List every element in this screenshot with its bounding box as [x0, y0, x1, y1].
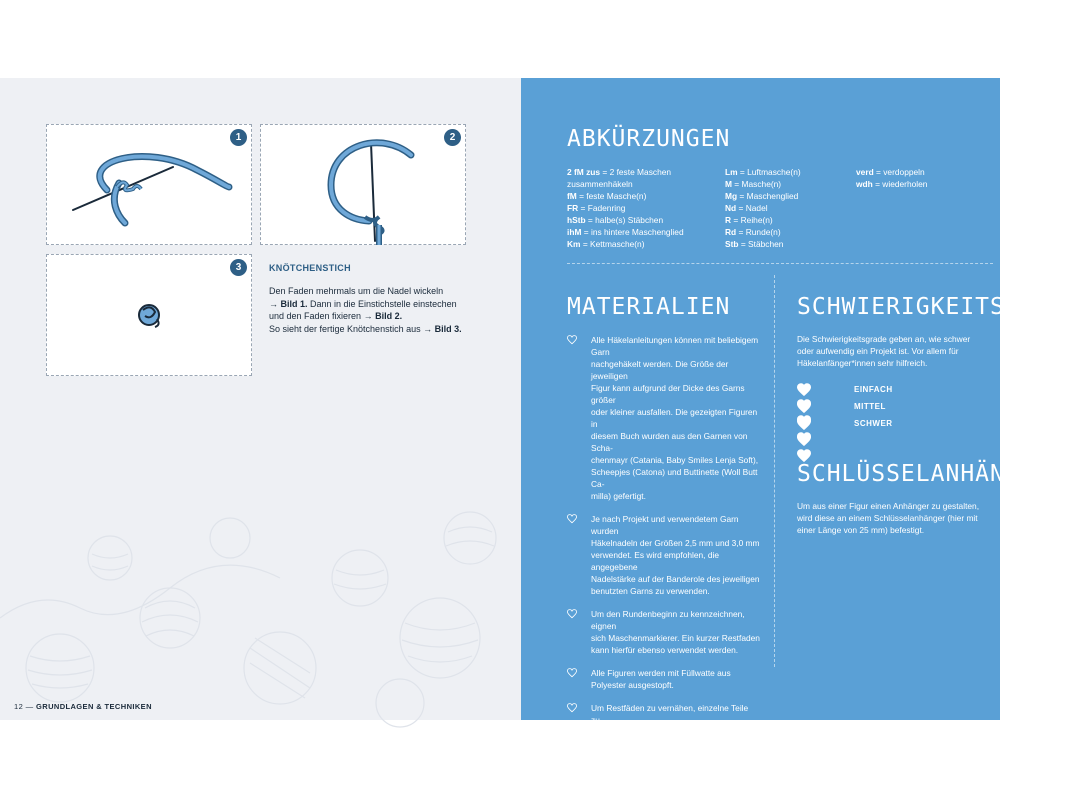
material-line: kann hierfür ebenso verwendet werden.	[591, 645, 739, 655]
abbreviation-meaning: = Kettmasche(n)	[580, 239, 645, 249]
abbreviation-row	[725, 202, 801, 214]
abbreviation-meaning: = Nadel	[736, 203, 768, 213]
abbreviation-row	[725, 226, 801, 238]
abbreviations-col-1	[567, 166, 684, 250]
abbreviation-meaning: zusammenhäkeln	[567, 179, 633, 189]
material-line: Scheepjes (Catona) und Buttinette (Woll Butt Ca-	[591, 467, 758, 489]
abbreviation-key: fM	[567, 191, 577, 201]
abbreviation-meaning: = Maschenglied	[737, 191, 799, 201]
image-panel-2	[260, 124, 466, 245]
badge-2: 2	[444, 129, 461, 146]
material-line: oder kleiner ausfallen. Die gezeigten Figuren in	[591, 407, 758, 429]
abbreviation-meaning: = ins hintere Maschenglied	[581, 227, 684, 237]
material-line: Figur kann aufgrund der Dicke des Garns größer	[591, 383, 745, 405]
abbreviation-meaning: = feste Masche(n)	[576, 191, 647, 201]
left-page	[0, 78, 521, 720]
material-line: sammenzufügen und Details aufzusticken, wird	[591, 727, 749, 749]
abbreviation-meaning: = Reihe(n)	[731, 215, 773, 225]
abbreviation-meaning: = wiederholen	[872, 179, 928, 189]
abbreviation-key: Lm	[725, 167, 738, 177]
abbreviation-row	[856, 178, 927, 190]
abbreviation-row	[725, 178, 801, 190]
section-divider-horizontal	[567, 263, 993, 264]
text-line: Um aus einer Figur einen Anhänger zu gestalten,	[797, 501, 980, 511]
material-line: milla) gefertigt.	[591, 491, 646, 501]
figure-ref: → Bild 2.	[363, 311, 403, 321]
abbreviation-row	[725, 238, 801, 250]
abbreviations-col-2	[725, 166, 801, 250]
text-line: wird diese an einem Schlüsselanhänger (hier mit	[797, 513, 978, 523]
materialien-heading: MATERIALIEN	[567, 294, 731, 320]
abbreviation-row	[725, 166, 801, 178]
abbreviation-key: R	[725, 215, 732, 225]
knot-wrap-illustration	[47, 125, 253, 246]
heart-outline-icon	[567, 774, 577, 784]
figure-ref: → Bild 3.	[423, 323, 462, 334]
keychain-description	[797, 500, 997, 536]
material-line: chenmayr (Catania, Baby Smiles Lenja Soft),	[591, 455, 759, 465]
abbreviation-key: hStb	[567, 215, 586, 225]
material-line: Polyester ausgestopft.	[591, 680, 674, 690]
difficulty-label: EINFACH	[854, 385, 893, 394]
schluesselanhaenger-heading: SCHLÜSSELANHÄNGER	[797, 461, 1050, 487]
text-line: Die Schwierigkeitsgrade geben an, wie schwer	[797, 334, 971, 344]
abbreviation-key: ihM	[567, 227, 582, 237]
instruction-text: Dann in die Einstichstelle einstechen	[307, 298, 457, 309]
page-footer	[14, 702, 152, 711]
finished-knot-illustration	[47, 255, 253, 377]
page-number: 12 —	[14, 702, 34, 711]
material-line: Für die Minis wurden Sicherheitsaugen mit ei-	[591, 774, 761, 784]
image-panel-1	[46, 124, 252, 245]
abbreviation-key: M	[725, 179, 732, 189]
abbreviation-key: wdh	[856, 179, 873, 189]
instruction-line	[269, 298, 499, 311]
abbreviation-meaning: = verdoppeln	[873, 167, 925, 177]
heart-outline-icon	[567, 703, 577, 713]
material-line: diesem Buch wurden aus den Garnen von Scha-	[591, 431, 748, 453]
badge-3: 3	[230, 259, 247, 276]
difficulty-label: MITTEL	[854, 402, 886, 411]
instruction-line: Den Faden mehrmals um die Nadel wickeln	[269, 286, 444, 296]
material-item	[567, 773, 762, 797]
material-line: Je nach Projekt und verwendetem Garn wurden	[591, 514, 739, 536]
abbreviation-row	[567, 166, 684, 178]
material-item	[567, 702, 762, 762]
knoetchenstich-title: KNÖTCHENSTICH	[269, 263, 351, 273]
difficulty-description	[797, 333, 997, 369]
instruction-line	[269, 323, 499, 336]
materials-list	[567, 334, 762, 808]
text-line: einer Länge von 25 mm) befestigt.	[797, 525, 925, 535]
abbreviation-key: FR	[567, 203, 579, 213]
heart-outline-icon	[567, 335, 577, 345]
heart-outline-icon	[567, 514, 577, 524]
section-divider-vertical	[774, 275, 775, 667]
material-line: sich Maschenmarkierer. Ein kurzer Restfaden	[591, 633, 760, 643]
material-line: nem Durchmesser von 5 mm verwendet.	[591, 786, 742, 796]
schwierigkeitsgrade-heading: SCHWIERIGKEITSGRADE	[797, 294, 1079, 320]
instruction-text: und den Faden fixieren	[269, 311, 364, 321]
abbreviation-row	[567, 214, 684, 226]
abbreviation-key: Mg	[725, 191, 738, 201]
material-item	[567, 334, 762, 502]
heart-outline-icon	[567, 609, 577, 619]
knot-pull-illustration	[261, 125, 467, 246]
abbreviations-col-3	[856, 166, 927, 190]
material-item	[567, 513, 762, 597]
material-line: verwendet. Es wird empfohlen, die angegebene	[591, 550, 720, 572]
abbreviation-row	[567, 178, 684, 190]
abbreviation-meaning: = Stäbchen	[738, 239, 784, 249]
abbreviation-meaning: = Luftmasche(n)	[737, 167, 801, 177]
abbreviation-key: verd	[856, 167, 874, 177]
abbreviation-meaning: = 2 feste Maschen	[600, 167, 672, 177]
abbreviation-key: 2 fM zus	[567, 167, 601, 177]
abbreviation-row	[725, 214, 801, 226]
abbreviation-key: Km	[567, 239, 581, 249]
material-item	[567, 667, 762, 691]
heart-filled-icon	[797, 400, 811, 414]
abbreviation-row	[567, 202, 684, 214]
abbreviation-meaning: = Runde(n)	[736, 227, 781, 237]
yarn-ball-pattern	[0, 498, 521, 720]
instruction-line	[269, 310, 499, 323]
material-line: Alle Figuren werden mit Füllwatte aus	[591, 668, 731, 678]
abkuerzungen-heading: ABKÜRZUNGEN	[567, 126, 731, 152]
difficulty-label: SCHWER	[854, 419, 893, 428]
figure-ref: → Bild 1.	[269, 298, 308, 309]
heart-filled-icon	[797, 417, 811, 431]
abbreviation-key: Stb	[725, 239, 739, 249]
material-line: eine Wollnadel verwendet.	[591, 751, 690, 761]
difficulty-hearts	[797, 417, 812, 465]
material-line: nachgehäkelt werden. Die Größe der jeweiligen	[591, 359, 729, 381]
abbreviation-row	[567, 226, 684, 238]
abbreviation-meaning: = Masche(n)	[731, 179, 782, 189]
heart-outline-icon	[567, 668, 577, 678]
heart-filled-icon	[797, 433, 811, 447]
material-line: Nadelstärke auf der Banderole des jeweiligen	[591, 574, 760, 584]
badge-1: 1	[230, 129, 247, 146]
image-panel-3	[46, 254, 252, 376]
material-line: Häkelnadeln der Größen 2,5 mm und 3,0 mm	[591, 538, 760, 548]
heart-filled-icon	[797, 383, 811, 397]
book-spread	[0, 78, 1079, 796]
section-name: GRUNDLAGEN & TECHNIKEN	[36, 702, 152, 711]
text-line: Häkelanfänger*innen sehr hilfreich.	[797, 358, 928, 368]
right-page	[521, 78, 1079, 796]
knoetchenstich-instructions	[269, 285, 499, 335]
abbreviation-row	[567, 238, 684, 250]
material-line: Um Restfäden zu vernähen, einzelne Teile zu-	[591, 703, 749, 725]
text-line: oder aufwendig ein Projekt ist. Vor allem für	[797, 346, 959, 356]
abbreviation-key: Rd	[725, 227, 737, 237]
abbreviation-key: Nd	[725, 203, 737, 213]
material-line: benutzten Garns zu verwenden.	[591, 586, 710, 596]
abbreviation-meaning: = Fadenring	[578, 203, 626, 213]
material-item	[567, 608, 762, 656]
material-line: Alle Häkelanleitungen können mit beliebigem Garn	[591, 335, 759, 357]
abbreviation-row	[567, 190, 684, 202]
instruction-text: So sieht der fertige Knötchenstich aus	[269, 323, 424, 334]
abbreviation-meaning: = halbe(s) Stäbchen	[585, 215, 664, 225]
material-line: Um den Rundenbeginn zu kennzeichnen, eignen	[591, 609, 745, 631]
abbreviation-row	[856, 166, 927, 178]
abbreviation-row	[725, 190, 801, 202]
